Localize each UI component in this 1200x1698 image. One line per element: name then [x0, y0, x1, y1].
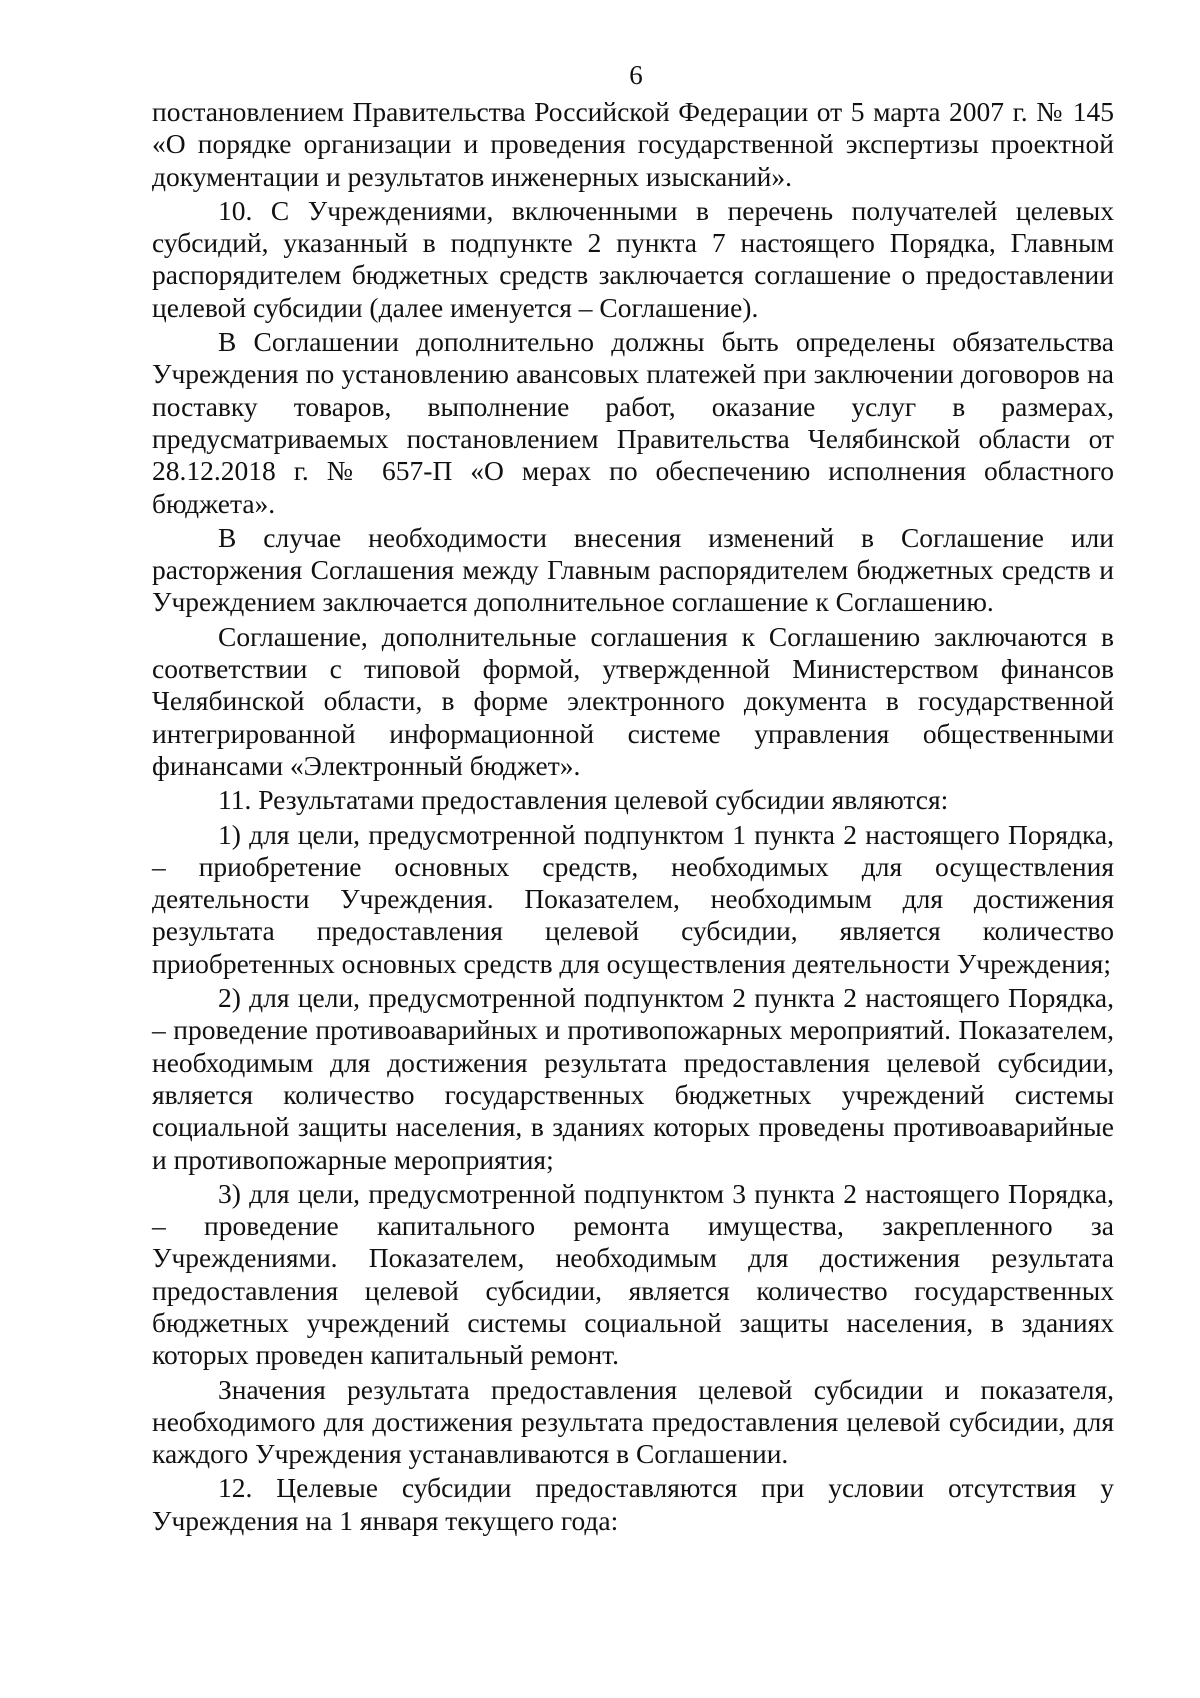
- paragraph-subitem-3: 3) для цели, предусмотренной подпунктом 3 пункта 2 настоящего Порядка, – проведение капитального ремонта имущества, закрепленного за Учреждениями. Показателем, необходимым для достижения результата предоставления целевой субсидии, является количество государственных бюджетных учреждений системы социальной защиты населения, в зданиях которых проведен капитальный ремонт.: [152, 1177, 1114, 1371]
- paragraph-item-12: 12. Целевые субсидии предоставляются при условии отсутствия у Учреждения на 1 января текущего года:: [152, 1472, 1114, 1536]
- paragraph-continuation: постановлением Правительства Российской Федерации от 5 марта 2007 г. № 145 «О порядке организации и проведения государственной экспертизы проектной документации и результатов инженерных изысканий».: [152, 96, 1114, 192]
- paragraph-agreement-form: Соглашение, дополнительные соглашения к Соглашению заключаются в соответствии с типовой формой, утвержденной Министерством финансов Челябинской области, в форме электронного документа в государственной интегрированной информационной системе управления общественными финансами «Электронный бюджет».: [152, 620, 1114, 781]
- paragraph-result-values: Значения результата предоставления целевой субсидии и показателя, необходимого для достижения результата предоставления целевой субсидии, для каждого Учреждения устанавливаются в Соглашении.: [152, 1373, 1114, 1470]
- paragraph-item-11: 11. Результатами предоставления целевой субсидии являются:: [218, 784, 949, 816]
- paragraph-item-10: 10. С Учреждениями, включенными в перечень получателей целевых субсидий, указанный в подпункте 2 пункта 7 настоящего Порядка, Главным распорядителем бюджетных средств заключается соглашение о предоставлении целевой субсидии (далее именуется – Соглашение).: [152, 194, 1114, 323]
- document-body: [152, 96, 1114, 1537]
- paragraph-subitem-1: 1) для цели, предусмотренной подпунктом 1 пункта 2 настоящего Порядка, – приобретение основных средств, необходимых для осуществления деятельности Учреждения. Показателем, необходимым для достижения результата предоставления целевой субсидии, является количество приобретенных основных средств для осуществления деятельности Учреждения;: [152, 818, 1114, 979]
- paragraph-agreement-changes: В случае необходимости внесения изменений в Соглашение или расторжения Соглашения между Главным распорядителем бюджетных средств и Учреждением заключается дополнительное соглашение к Соглашению.: [152, 521, 1114, 618]
- paragraph-subitem-2: 2) для цели, предусмотренной подпунктом 2 пункта 2 настоящего Порядка, – проведение противоаварийных и противопожарных мероприятий. Показателем, необходимым для достижения результата предоставления целевой субсидии, является количество государственных бюджетных учреждений системы социальной защиты населения, в зданиях которых проведены противоаварийные и противопожарные мероприятия;: [152, 982, 1114, 1175]
- paragraph-agreement-obligations: В Соглашении дополнительно должны быть определены обязательства Учреждения по установлению авансовых платежей при заключении договоров на поставку товаров, выполнение работ, оказание услуг в размерах, предусматриваемых постановлением Правительства Челябинской области от 28.12.2018 г. № 657-П «О мерах по обеспечению исполнения областного бюджета».: [152, 326, 1114, 519]
- page-number: 6: [629, 60, 643, 90]
